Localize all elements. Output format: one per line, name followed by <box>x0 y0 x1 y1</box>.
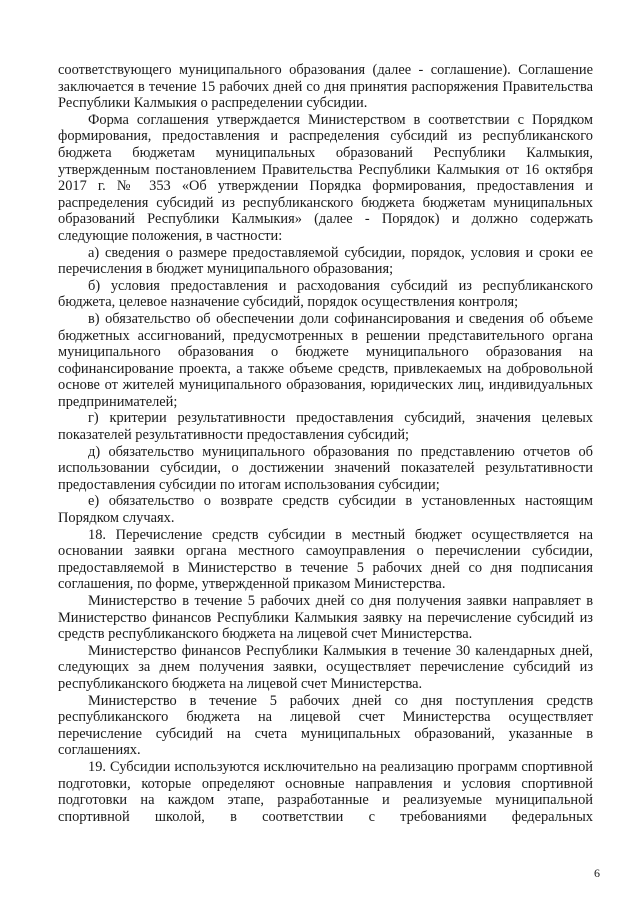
list-item-v: в) обязательство об обеспечении доли софинансирования и сведения об объеме бюджетных ассигнований, предусмотренных в решении представительного органа муниципального образования о бюджете муниципального образования на софинансирование проекта, а также объеме средств, привлекаемых на добровольной основе от жителей муниципального образования, юридических лиц, индивидуальных предпринимателей; <box>58 310 593 410</box>
paragraph-transfer: Министерство в течение 5 рабочих дней со дня поступления средств республиканского бюджета на лицевой счет Министерства осуществляет перечисление субсидий на счета муниципальных образований, указанные в соглашениях. <box>58 692 593 759</box>
list-item-a: а) сведения о размере предоставляемой субсидии, порядок, условия и сроки ее перечисления в бюджет муниципального образования; <box>58 244 593 278</box>
list-item-b: б) условия предоставления и расходования субсидий из республиканского бюджета, целевое назначение субсидий, порядок осуществления контроля; <box>58 277 593 311</box>
list-item-e: е) обязательство о возврате средств субсидии в установленных настоящим Порядком случаях. <box>58 493 593 527</box>
list-item-d: д) обязательство муниципального образования по представлению отчетов об использовании субсидии, о достижении значений показателей результативности предоставления субсидии по итогам использования субсидии; <box>58 443 593 493</box>
paragraph-finance-ministry: Министерство финансов Республики Калмыкия в течение 30 календарных дней, следующих за днем получения заявки, осуществляет перечисление субсидий из республиканского бюджета на лицевой счет Министерства. <box>58 642 593 692</box>
paragraph-18: 18. Перечисление средств субсидии в местный бюджет осуществляется на основании заявки органа местного самоуправления о перечислении субсидии, предоставляемой в Министерство в течение 5 рабочих дней со дня подписания соглашения, по форме, утвержденной приказом Министерства. <box>58 526 593 593</box>
paragraph-continuation: соответствующего муниципального образования (далее - соглашение). Соглашение заключается в течение 15 рабочих дней со дня принятия распоряжения Правительства Республики Калмыкия о распределении субсидии. <box>58 62 593 112</box>
paragraph-ministry-request: Министерство в течение 5 рабочих дней со дня получения заявки направляет в Министерство финансов Республики Калмыкия заявку на перечисление субсидий из средств республиканского бюджета на лицевой счет Министерства. <box>58 593 593 643</box>
paragraph-agreement-form: Форма соглашения утверждается Министерством в соответствии с Порядком формирования, предоставления и распределения субсидий из республиканского бюджета бюджетам муниципальных образований Республики Калмыкия, утвержденным постановлением Правительства Республики Калмыкия от 16 октября 2017 г. № 353 «Об утверждении Порядка формирования, предоставления и распределения субсидий из республиканского бюджета бюджетам муниципальных образований Республики Калмыкия» (далее - Порядок) и должно содержать следующие положения, в частности: <box>58 111 593 244</box>
list-item-g: г) критерии результативности предоставления субсидий, значения целевых показателей результативности предоставления субсидий; <box>58 410 593 444</box>
document-body <box>58 62 593 825</box>
paragraph-19: 19. Субсидии используются исключительно на реализацию программ спортивной подготовки, которые определяют основные направления и условия спортивной подготовки на каждом этапе, разработанные и реализуемые муниципальной спортивной школой, в соответствии с требованиями федеральных <box>58 758 593 825</box>
page-number: 6 <box>594 866 600 880</box>
